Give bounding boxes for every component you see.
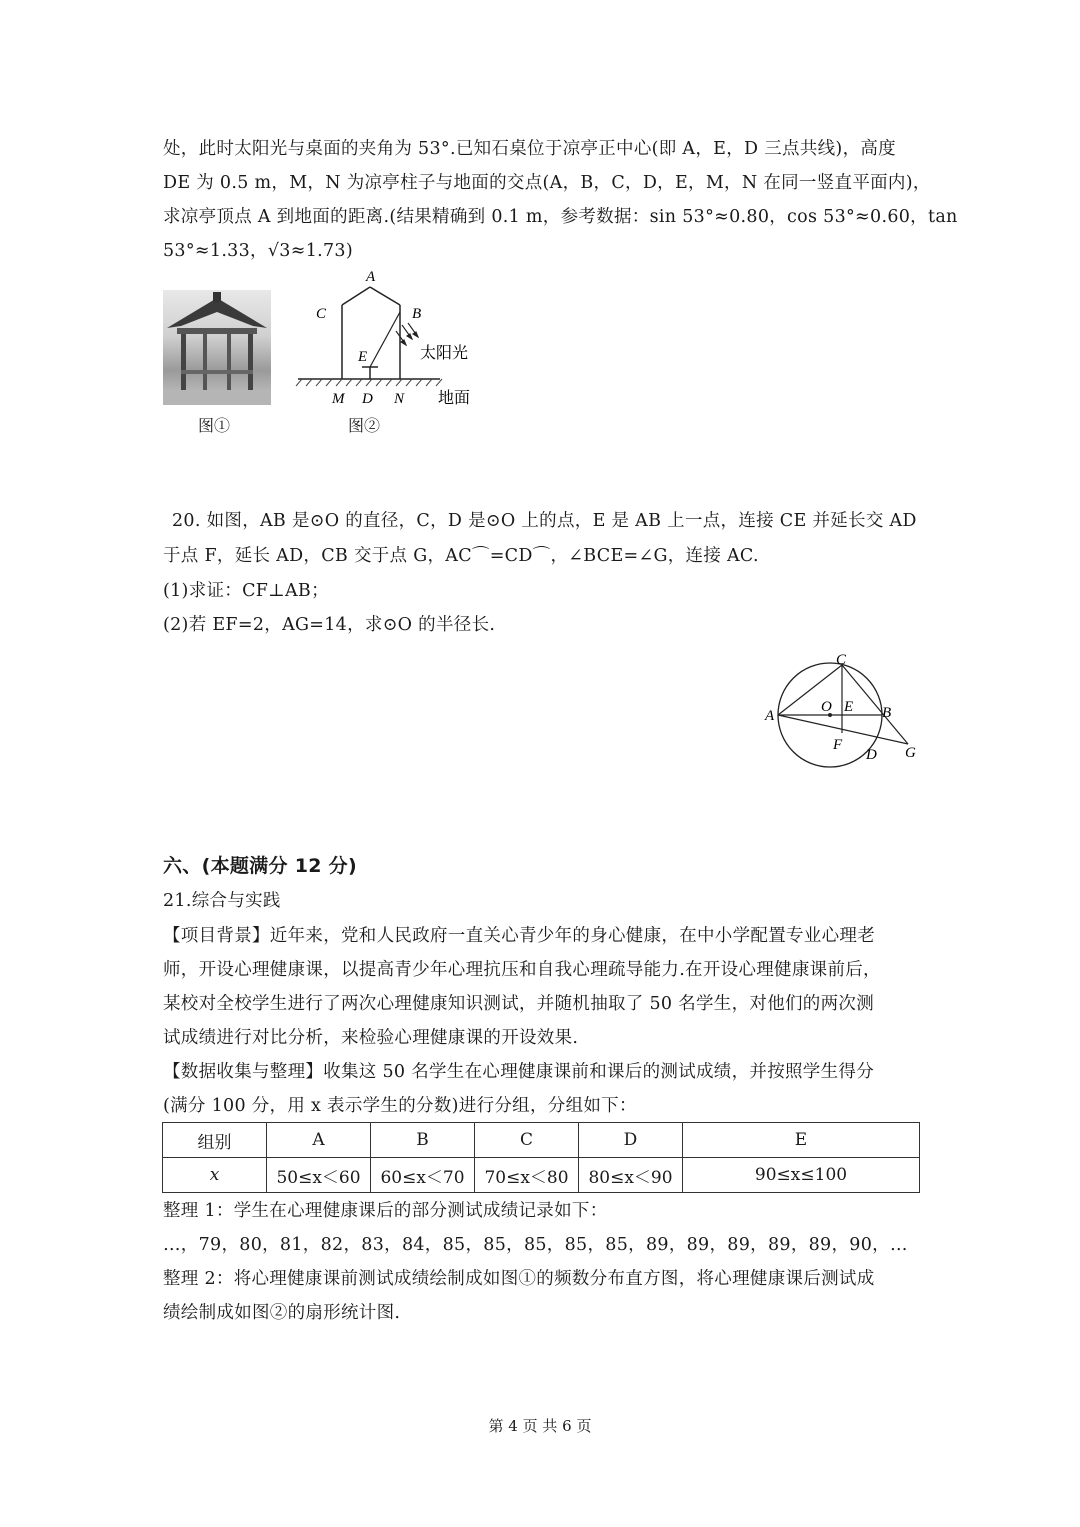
circle-label-A: A	[765, 708, 775, 724]
q20-line-1: 20. 如图，AB 是⊙O 的直径，C，D 是⊙O 上的点，E 是 AB 上一点，连接 CE 并延长交 AD	[172, 511, 917, 531]
group-table	[162, 1122, 920, 1193]
table-cell: B	[371, 1123, 475, 1158]
label-C: C	[316, 306, 327, 322]
pavilion-diagram	[290, 265, 490, 405]
page-footer: 第 4 页 共 6 页	[488, 1417, 592, 1435]
table-cell: A	[267, 1123, 371, 1158]
circle-diagram	[760, 645, 930, 770]
circle-label-O: O	[821, 699, 832, 715]
label-D: D	[362, 391, 373, 405]
label-ground: 地面	[438, 388, 471, 405]
label-B: B	[412, 306, 422, 322]
arrange-2-line-1: 整理 2：将心理健康课前测试成绩绘制成如图①的频数分布直方图，将心理健康课后测试成	[163, 1269, 875, 1289]
q20-line-3: (1)求证：CF⊥AB；	[163, 581, 329, 601]
table-cell: D	[579, 1123, 683, 1158]
q19-line-4: 53°≈1.33，√3≈1.73)	[163, 241, 353, 261]
arrange-2-line-2: 绩绘制成如图②的扇形统计图.	[163, 1303, 401, 1323]
table-cell: C	[475, 1123, 579, 1158]
table-cell: x	[163, 1158, 267, 1193]
circle-label-F: F	[833, 737, 843, 753]
scores-list: …，79，80，81，82，83，84，85，85，85，85，85，89，89，89，89，89，90，…	[163, 1235, 908, 1255]
table-cell: 80≤x＜90	[579, 1158, 683, 1193]
q21-line-5: 【数据收集与整理】收集这 50 名学生在心理健康课前和课后的测试成绩，并按照学生得分	[163, 1062, 874, 1082]
q19-line-2: DE 为 0.5 m，M，N 为凉亭柱子与地面的交点(A，B，C，D，E，M，N 在同一竖直平面内)，	[163, 173, 931, 193]
label-sun: 太阳光	[420, 343, 469, 362]
table-cell: 70≤x＜80	[475, 1158, 579, 1193]
circle-label-E: E	[844, 699, 854, 715]
q21-title: 21.综合与实践	[163, 891, 281, 911]
q19-line-3: 求凉亭顶点 A 到地面的距离.(结果精确到 0.1 m，参考数据：sin 53°≈0.80，cos 53°≈0.60，tan	[163, 207, 958, 227]
table-row	[163, 1158, 920, 1193]
circle-label-C: C	[836, 652, 847, 668]
q20-line-2: 于点 F，延长 AD，CB 交于点 G，AC⌒=CD⌒，∠BCE=∠G，连接 AC.	[163, 546, 759, 566]
circle-label-G: G	[905, 745, 916, 761]
label-M: M	[332, 391, 345, 405]
q21-line-6: (满分 100 分，用 x 表示学生的分数)进行分组，分组如下：	[163, 1096, 637, 1116]
q21-line-3: 某校对全校学生进行了两次心理健康知识测试，并随机抽取了 50 名学生，对他们的两次测	[163, 994, 874, 1014]
table-row	[163, 1123, 920, 1158]
circle-label-D: D	[866, 747, 877, 763]
label-E: E	[358, 349, 368, 365]
table-cell: 50≤x＜60	[267, 1158, 371, 1193]
table-cell: 组别	[163, 1123, 267, 1158]
q21-line-4: 试成绩进行对比分析，来检验心理健康课的开设效果.	[163, 1028, 579, 1048]
table-cell: 60≤x＜70	[371, 1158, 475, 1193]
label-A: A	[366, 269, 376, 285]
figure2-caption: 图②	[348, 416, 381, 435]
table-cell: 90≤x≤100	[683, 1158, 920, 1193]
q20-line-4: (2)若 EF=2，AG=14，求⊙O 的半径长.	[163, 615, 496, 635]
circle-label-B: B	[882, 705, 892, 721]
pavilion-photo	[163, 290, 271, 405]
section6-heading: 六、(本题满分 12 分)	[163, 855, 357, 877]
arrange-1: 整理 1：学生在心理健康课后的部分测试成绩记录如下：	[163, 1201, 608, 1221]
table-cell: E	[683, 1123, 920, 1158]
label-N: N	[394, 391, 405, 405]
q21-line-2: 师，开设心理健康课，以提高青少年心理抗压和自我心理疏导能力.在开设心理健康课前后，	[163, 960, 881, 980]
q21-line-1: 【项目背景】近年来，党和人民政府一直关心青少年的身心健康，在中小学配置专业心理老	[163, 926, 875, 946]
q19-line-1: 处，此时太阳光与桌面的夹角为 53°.已知石桌位于凉亭正中心(即 A，E，D 三点共线)，高度	[163, 139, 896, 159]
figure1-caption: 图①	[198, 416, 231, 435]
